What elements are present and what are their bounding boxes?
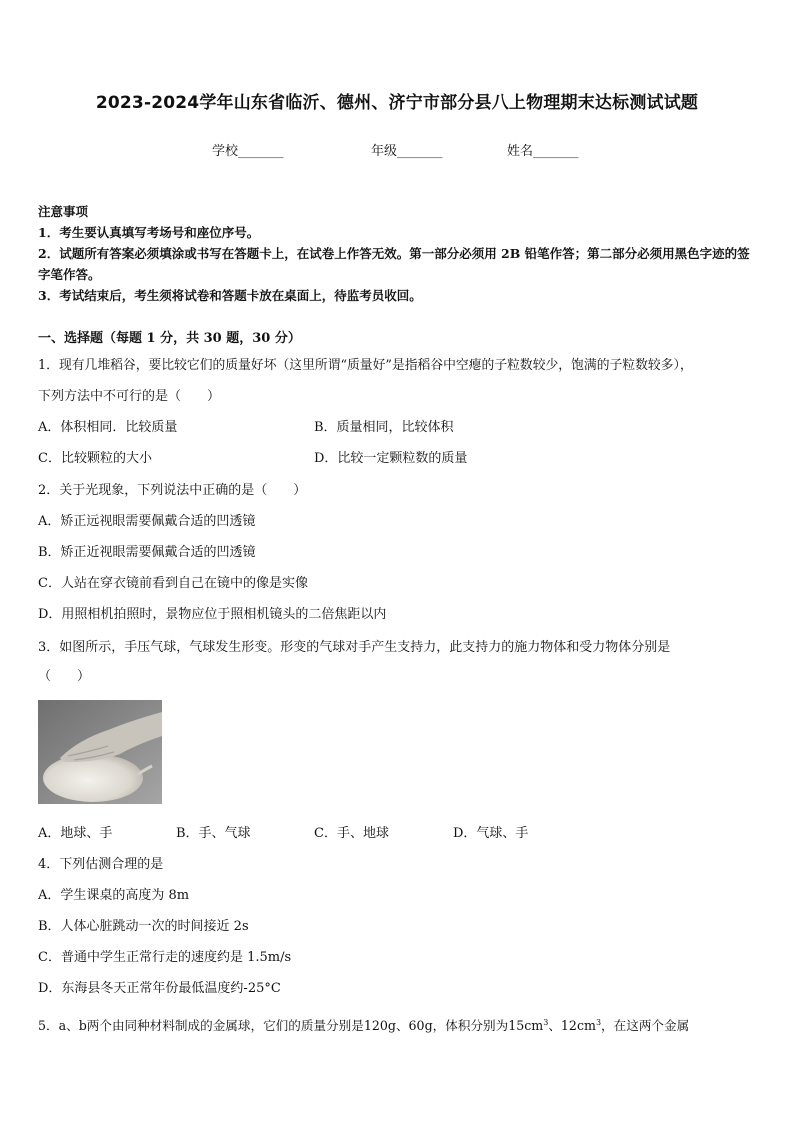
q3-option-c: C．手、地球 (314, 826, 389, 841)
page-title: 2023-2024学年山东省临沂、德州、济宁市部分县八上物理期末达标测试试题 (95, 93, 699, 113)
q5-suffix: ，在这两个金属 (601, 1018, 690, 1033)
q4-stem: 4．下列估测合理的是 (38, 857, 164, 872)
q1-option-d: D．比较一定颗粒数的质量 (314, 451, 468, 466)
q5-volume-a: 15cm (508, 1018, 544, 1033)
q5-mass-b: 60g (408, 1018, 433, 1033)
q2-option-c: C．人站在穿衣镜前看到自己在镜中的像是实像 (38, 576, 308, 591)
q2-option-a: A．矫正远视眼需要佩戴合适的凹透镜 (38, 514, 256, 529)
q5-separator: 、 (395, 1018, 409, 1033)
q5-exponent: 3 (595, 1017, 602, 1027)
notice-block (38, 201, 758, 306)
q3-option-a: A．地球、手 (38, 826, 113, 841)
school-field: 学校_______ (212, 144, 284, 159)
q1-stem: 下列方法中不可行的是（ ） (38, 389, 221, 404)
q2-option-d: D．用照相机拍照时，景物应位于照相机镜头的二倍焦距以内 (38, 607, 387, 622)
notice-item: 2．试题所有答案必须填涂或书写在答题卡上，在试卷上作答无效。第一部分必须用 2B 铅笔作答；第二部分必须用黑色字迹的签字笔作答。 (38, 246, 750, 282)
hand-balloon-illustration (38, 700, 162, 804)
q4-option-a: A．学生课桌的高度为 8m (38, 888, 190, 903)
q4-option-d: D．东海县冬天正常年份最低温度约-25°C (38, 981, 281, 996)
q5-exponent: 3 (543, 1017, 549, 1027)
section-heading: 一、选择题（每题 1 分，共 30 题，30 分） (38, 331, 301, 346)
q4-option-b: B．人体心脏跳动一次的时间接近 2s (38, 919, 249, 934)
q1-option-b: B．质量相同，比较体积 (314, 420, 454, 435)
q1-option-a: A．体积相同．比较质量 (38, 420, 178, 435)
q1-stem: 1．现有几堆稻谷，要比较它们的质量好坏（这里所谓“质量好”是指稻谷中空瘪的子粒数较少，饱满的子粒数较多）， (38, 358, 693, 373)
q3-option-d: D．气球、手 (453, 826, 529, 841)
q5-prefix: 5．a、b两个由同种材料制成的金属球，它们的质量分别是 (38, 1018, 364, 1033)
q5-volume-b: 12cm (560, 1018, 596, 1033)
q2-stem: 2．关于光现象，下列说法中正确的是（ ） (38, 483, 307, 498)
q5-stem (38, 1015, 689, 1034)
notice-item: 1．考生要认真填写考场号和座位序号。 (38, 225, 260, 240)
notice-title: 注意事项 (38, 204, 89, 219)
q5-mass-a: 120g (363, 1018, 396, 1033)
q3-stem: 3．如图所示，手压气球，气球发生形变。形变的气球对手产生支持力，此支持力的施力物体和受力物体分别是 (38, 640, 671, 655)
q2-option-b: B．矫正近视眼需要佩戴合适的凹透镜 (38, 545, 256, 560)
q3-stem: （ ） (38, 669, 91, 684)
q5-separator: 、 (548, 1018, 561, 1033)
name-field: 姓名_______ (507, 144, 579, 159)
notice-item: 3．考试结束后，考生须将试卷和答题卡放在桌面上，待监考员收回。 (38, 288, 422, 303)
q3-option-b: B．手、气球 (176, 826, 251, 841)
hand-balloon-photo (38, 700, 162, 804)
q5-mid: ，体积分别为 (432, 1018, 509, 1033)
balloon (43, 754, 143, 802)
q4-option-c: C．普通中学生正常行走的速度约是 1.5m/s (38, 950, 292, 965)
grade-field: 年级_______ (371, 144, 443, 159)
q1-option-c: C．比较颗粒的大小 (38, 451, 152, 466)
